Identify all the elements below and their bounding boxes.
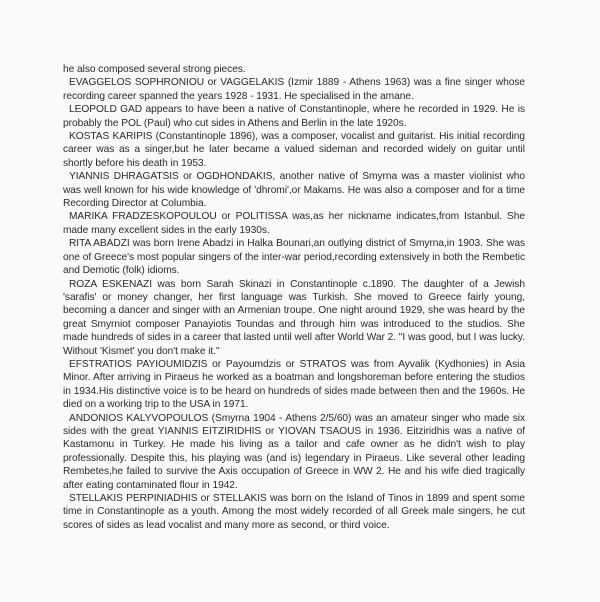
paragraph: EFSTRATIOS PAYIOUMIDZIS or Payoumdzis or STRATOS was from Ayvalik (Kydhonies) in Asia Minor. After arriving in Piraeus he worked as a boatman and longshoreman before entering the studios in 1934.His distinctive voice is to be heard on hundreds of sides made between then and the 1960s. He died on a working trip to the USA in 1971. [63,358,525,411]
paragraph: ROZA ESKENAZI was born Sarah Skinazi in Constantinople c.1890. The daughter of a Jewish 'sarafis' or money changer, her first language was Turkish. She moved to Greece fairly young, becoming a dancer and singer with an Armenian troupe. One night around 1929, she was heard by the great Smyrniot composer Panayiotis Toundas and through him was introduced to the studios. She made hundreds of sides in a career that lasted until well after World War 2. "I was good, but I was lucky. Without 'Kismet' you don't make it." [63,278,525,357]
paragraph: he also composed several strong pieces. [63,64,246,75]
paragraph: ANDONIOS KALYVOPOULOS (Smyrna 1904 - Athens 2/5/60) was an amateur singer who made six sides with the great YIANNIS EITZIRIDHIS or YIOVAN TSAOUS in 1936. Eitziridhis was a native of Kastamonu in Turkey. He made his living as a tailor and cafe owner as he didn't wish to play professionally. Despite this, his playing was (and is) legendary in Piraeus. Like several other leading Rembetes,he failed to survive the Axis occupation of Greece in WW 2. He and his wife died tragically after eating contaminated flour in 1942. [63,412,525,491]
text-block [63,63,525,532]
paragraph: RITA ABADZI was born Irene Abadzi in Halka Bounari,an outlying district of Smyrna,in 1903. She was one of Greece's most popular singers of the inter-war period,recording extensively in both the Rembetic and Demotic (folk) idioms. [63,238,525,277]
paragraph: STELLAKIS PERPINIADHIS or STELLAKIS was born on the Island of Tinos in 1899 and spent some time in Constantinople as a youth. Among the most widely recorded of all Greek male singers, he cut scores of sides as lead vocalist and many more as second, or third voice. [63,493,525,531]
paragraph: EVAGGELOS SOPHRONIOU or VAGGELAKIS (Izmir 1889 - Athens 1963) was a fine singer whose recording career spanned the years 1928 - 1931. He specialised in the amane. [63,77,525,102]
paragraph: YIANNIS DHRAGATSIS or OGDHONDAKIS, another native of Smyrna was a master violinist who was well known for his wide knowledge of 'dhromi',or Makams. He was also a composer and for a time Recording Director at Columbia. [63,171,525,210]
paragraph: LEOPOLD GAD appears to have been a native of Constantinople, where he recorded in 1929. He is probably the POL (Paul) who cut sides in Athens and Berlin in the late 1920s. [63,104,525,129]
paragraph: KOSTAS KARIPIS (Constantinople 1896), was a composer, vocalist and guitarist. His initial recording career was as a singer,but he later became a valued sideman and recorded widely on guitar until shortly before his death in 1953. [63,131,525,169]
paragraph: MARIKA FRADZESKOPOULOU or POLITISSA was,as her nickname indicates,from Istanbul. She made many excellent sides in the early 1930s. [63,211,525,236]
